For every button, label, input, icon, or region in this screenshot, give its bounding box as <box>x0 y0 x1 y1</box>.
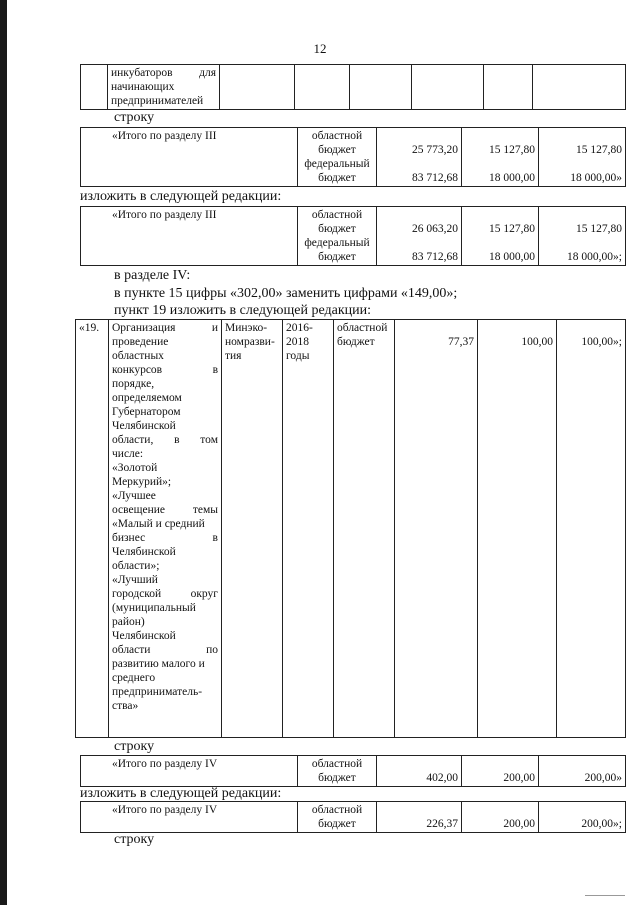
item-number-cell <box>76 320 109 738</box>
table-cell <box>533 65 626 110</box>
instruction-punkt15: в пункте 15 цифры «302,00» заменить цифрами «149,00»; <box>114 286 458 301</box>
desc-line: «Малый и средний <box>112 518 205 530</box>
desc-line: области»; <box>112 560 160 572</box>
value: 15 127,80 <box>489 223 535 235</box>
desc-line: предприниматель- <box>112 686 203 698</box>
value-cell <box>377 756 462 787</box>
scan-left-edge <box>0 0 7 905</box>
total-label-cell <box>81 802 298 833</box>
executor-line: тия <box>225 350 242 362</box>
value: 200,00 <box>503 772 535 784</box>
table-cell <box>220 65 295 110</box>
budget-line: областной <box>311 804 363 816</box>
value-cell <box>539 128 626 187</box>
description-cell <box>109 320 222 738</box>
table-cell <box>350 65 412 110</box>
table-item-19 <box>75 319 626 738</box>
budget-line: федеральный <box>304 237 370 249</box>
item-number: «19. <box>79 322 100 334</box>
budget-line: областной <box>311 758 363 770</box>
total-label: «Итого по разделу III <box>112 209 217 221</box>
total-label: «Итого по разделу IV <box>112 804 218 816</box>
page-number: 12 <box>313 41 327 56</box>
period-line: 2018 <box>286 336 309 348</box>
total-label-cell <box>81 128 298 187</box>
budget-line: бюджет <box>318 818 356 830</box>
value: 226,37 <box>426 818 458 830</box>
desc-line: развитию малого и <box>112 658 205 670</box>
cell-line: инкубаторов для <box>111 67 216 79</box>
value: 200,00 <box>503 818 535 830</box>
instruction-stroku: строку <box>114 110 155 125</box>
desc-line: Меркурий»; <box>112 476 172 488</box>
value-cell <box>462 756 539 787</box>
desc-line: район) <box>112 616 145 628</box>
desc-line: Челябинской <box>112 420 176 432</box>
budget-line: бюджет <box>337 336 375 348</box>
value-cell <box>539 802 626 833</box>
value-cell <box>462 207 539 266</box>
period-cell <box>283 320 334 738</box>
value: 100,00»; <box>581 336 622 348</box>
value-cell <box>478 320 557 738</box>
value: 200,00» <box>584 772 622 784</box>
table-cell <box>108 65 220 110</box>
period-line: годы <box>286 350 310 362</box>
value-cell <box>462 802 539 833</box>
value: 18 000,00 <box>489 172 535 184</box>
desc-line: «Лучший <box>112 574 158 586</box>
value: 200,00»; <box>581 818 622 830</box>
total-label: «Итого по разделу IV <box>112 758 218 770</box>
budget-line: бюджет <box>318 172 356 184</box>
desc-line: среднего <box>112 672 156 684</box>
table-cell <box>81 65 108 110</box>
total-label-cell <box>81 756 298 787</box>
desc-line: области по <box>112 644 218 656</box>
value: 402,00 <box>426 772 458 784</box>
desc-line: конкурсов в <box>112 364 218 376</box>
value: 18 000,00» <box>570 172 622 184</box>
desc-line: городской округ <box>112 588 218 600</box>
instruction-stroku: строку <box>114 832 155 847</box>
budget-cell <box>298 207 377 266</box>
value: 25 773,20 <box>412 144 458 156</box>
instruction-izlozhit: изложить в следующей редакции: <box>80 189 282 204</box>
value-cell <box>557 320 626 738</box>
desc-line: Губернатором <box>112 406 181 418</box>
desc-line: числе: <box>112 448 144 460</box>
table-cell <box>295 65 350 110</box>
desc-line: бизнес в <box>112 532 218 544</box>
desc-line: Организация и <box>112 322 218 334</box>
value: 83 712,68 <box>412 172 458 184</box>
table-cell <box>484 65 533 110</box>
budget-cell <box>298 802 377 833</box>
desc-line: ства» <box>112 700 139 712</box>
value: 18 000,00»; <box>567 251 622 263</box>
value-cell <box>395 320 478 738</box>
budget-line: бюджет <box>318 223 356 235</box>
cell-line: начинающих <box>111 81 175 93</box>
value: 77,37 <box>448 336 474 348</box>
value: 15 127,80 <box>576 223 622 235</box>
executor-line: Минэко- <box>225 322 268 334</box>
budget-line: бюджет <box>318 251 356 263</box>
desc-line: областных <box>112 350 164 362</box>
desc-line: освещение темы <box>112 504 218 516</box>
budget-line: областной <box>311 130 363 142</box>
budget-line: областной <box>337 322 388 334</box>
value: 26 063,20 <box>412 223 458 235</box>
scan-mark <box>585 895 625 896</box>
table-itogo-section3-old <box>80 127 626 187</box>
value-cell <box>539 207 626 266</box>
value: 100,00 <box>521 336 553 348</box>
value-cell <box>377 128 462 187</box>
instruction-section4: в разделе IV: <box>114 268 191 283</box>
instruction-punkt19: пункт 19 изложить в следующей редакции: <box>114 303 371 318</box>
desc-line: Челябинской <box>112 546 176 558</box>
desc-line: порядке, <box>112 378 155 390</box>
desc-line: определяемом <box>112 392 182 404</box>
budget-cell <box>298 128 377 187</box>
total-label: «Итого по разделу III <box>112 130 217 142</box>
budget-line: бюджет <box>318 144 356 156</box>
total-label-cell <box>81 207 298 266</box>
desc-line: «Золотой <box>112 462 158 474</box>
desc-line: проведение <box>112 336 169 348</box>
instruction-izlozhit: изложить в следующей редакции: <box>80 786 282 801</box>
cell-line: предпринимателей <box>111 95 204 107</box>
budget-cell <box>334 320 395 738</box>
value-cell <box>377 802 462 833</box>
value-cell <box>377 207 462 266</box>
value: 15 127,80 <box>576 144 622 156</box>
table-itogo-section4-old <box>80 755 626 787</box>
table-top-fragment <box>80 64 626 110</box>
executor-line: номразви- <box>225 336 275 348</box>
value: 18 000,00 <box>489 251 535 263</box>
executor-cell <box>222 320 283 738</box>
desc-line: области, в том <box>112 434 218 446</box>
budget-line: бюджет <box>318 772 356 784</box>
table-itogo-section4-new <box>80 801 626 833</box>
table-itogo-section3-new <box>80 206 626 266</box>
value-cell <box>462 128 539 187</box>
value-cell <box>539 756 626 787</box>
period-line: 2016- <box>286 322 313 334</box>
budget-line: федеральный <box>304 158 370 170</box>
desc-line: «Лучшее <box>112 490 156 502</box>
value: 15 127,80 <box>489 144 535 156</box>
table-cell <box>412 65 484 110</box>
budget-cell <box>298 756 377 787</box>
desc-line: Челябинской <box>112 630 176 642</box>
desc-line: (муниципальный <box>112 602 196 614</box>
instruction-stroku: строку <box>114 739 155 754</box>
value: 83 712,68 <box>412 251 458 263</box>
budget-line: областной <box>311 209 363 221</box>
